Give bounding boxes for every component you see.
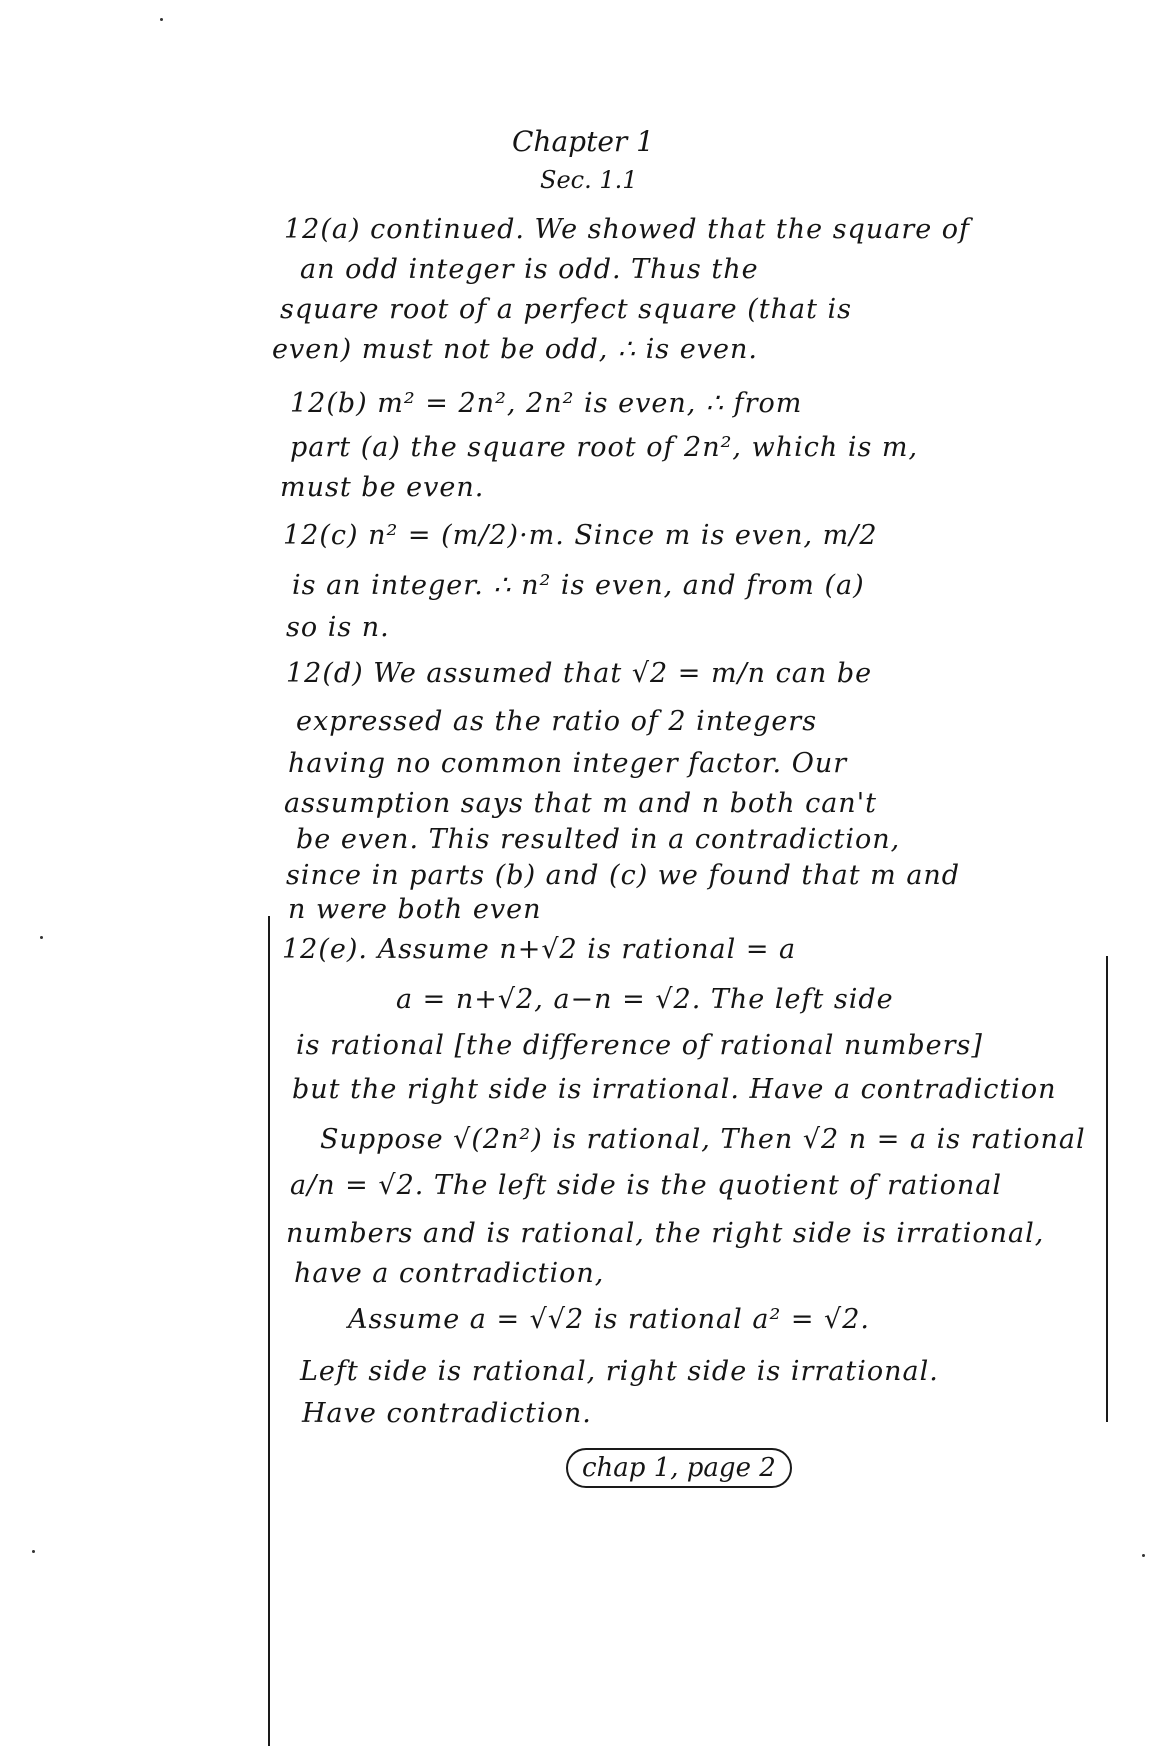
text-line: be even. This resulted in a contradiction, bbox=[296, 824, 901, 855]
text-line: part (a) the square root of 2n², which is m, bbox=[290, 432, 919, 463]
text-line: having no common integer factor. Our bbox=[288, 748, 848, 779]
text-line: numbers and is rational, the right side is irrational, bbox=[286, 1218, 1045, 1249]
right-margin-rule bbox=[1106, 956, 1108, 1422]
left-margin-rule bbox=[268, 916, 270, 1746]
text-line: 12(d) We assumed that √2 = m/n can be bbox=[286, 658, 873, 689]
scan-speck bbox=[32, 1550, 35, 1553]
text-line: 12(b) m² = 2n², 2n² is even, ∴ from bbox=[290, 388, 803, 419]
text-line: but the right side is irrational. Have a contradiction bbox=[292, 1074, 1057, 1105]
text-line: must be even. bbox=[280, 472, 485, 503]
page-label: chap 1, page 2 bbox=[566, 1448, 792, 1488]
text-line: 12(e). Assume n+√2 is rational = a bbox=[282, 934, 797, 965]
text-line: 12(c) n² = (m/2)·m. Since m is even, m/2 bbox=[283, 520, 878, 551]
text-line: n were both even bbox=[288, 894, 542, 925]
text-line: expressed as the ratio of 2 integers bbox=[296, 706, 818, 737]
text-line: Have contradiction. bbox=[302, 1398, 592, 1429]
text-line: even) must not be odd, ∴ is even. bbox=[272, 334, 758, 365]
text-line: since in parts (b) and (c) we found that m and bbox=[286, 860, 961, 891]
scan-speck bbox=[1142, 1554, 1145, 1557]
text-line: have a contradiction, bbox=[294, 1258, 605, 1289]
text-line: so is n. bbox=[286, 612, 390, 643]
text-line: is rational [the difference of rational numbers] bbox=[296, 1030, 983, 1061]
text-line: square root of a perfect square (that is bbox=[280, 294, 853, 325]
chapter-heading: Chapter 1 bbox=[512, 125, 654, 158]
text-line: Assume a = √√2 is rational a² = √2. bbox=[348, 1304, 871, 1335]
text-line: 12(a) continued. We showed that the square of bbox=[284, 214, 971, 245]
text-line: Suppose √(2n²) is rational, Then √2 n = a is rational bbox=[320, 1124, 1086, 1155]
text-line: assumption says that m and n both can't bbox=[284, 788, 877, 819]
text-line: a = n+√2, a−n = √2. The left side bbox=[396, 984, 894, 1015]
text-line: is an integer. ∴ n² is even, and from (a) bbox=[292, 570, 865, 601]
scan-speck bbox=[40, 936, 43, 939]
text-line: Left side is rational, right side is irrational. bbox=[300, 1356, 939, 1387]
scan-speck bbox=[160, 18, 163, 21]
section-heading: Sec. 1.1 bbox=[540, 166, 638, 194]
text-line: an odd integer is odd. Thus the bbox=[300, 254, 759, 285]
text-line: a/n = √2. The left side is the quotient of rational bbox=[290, 1170, 1003, 1201]
